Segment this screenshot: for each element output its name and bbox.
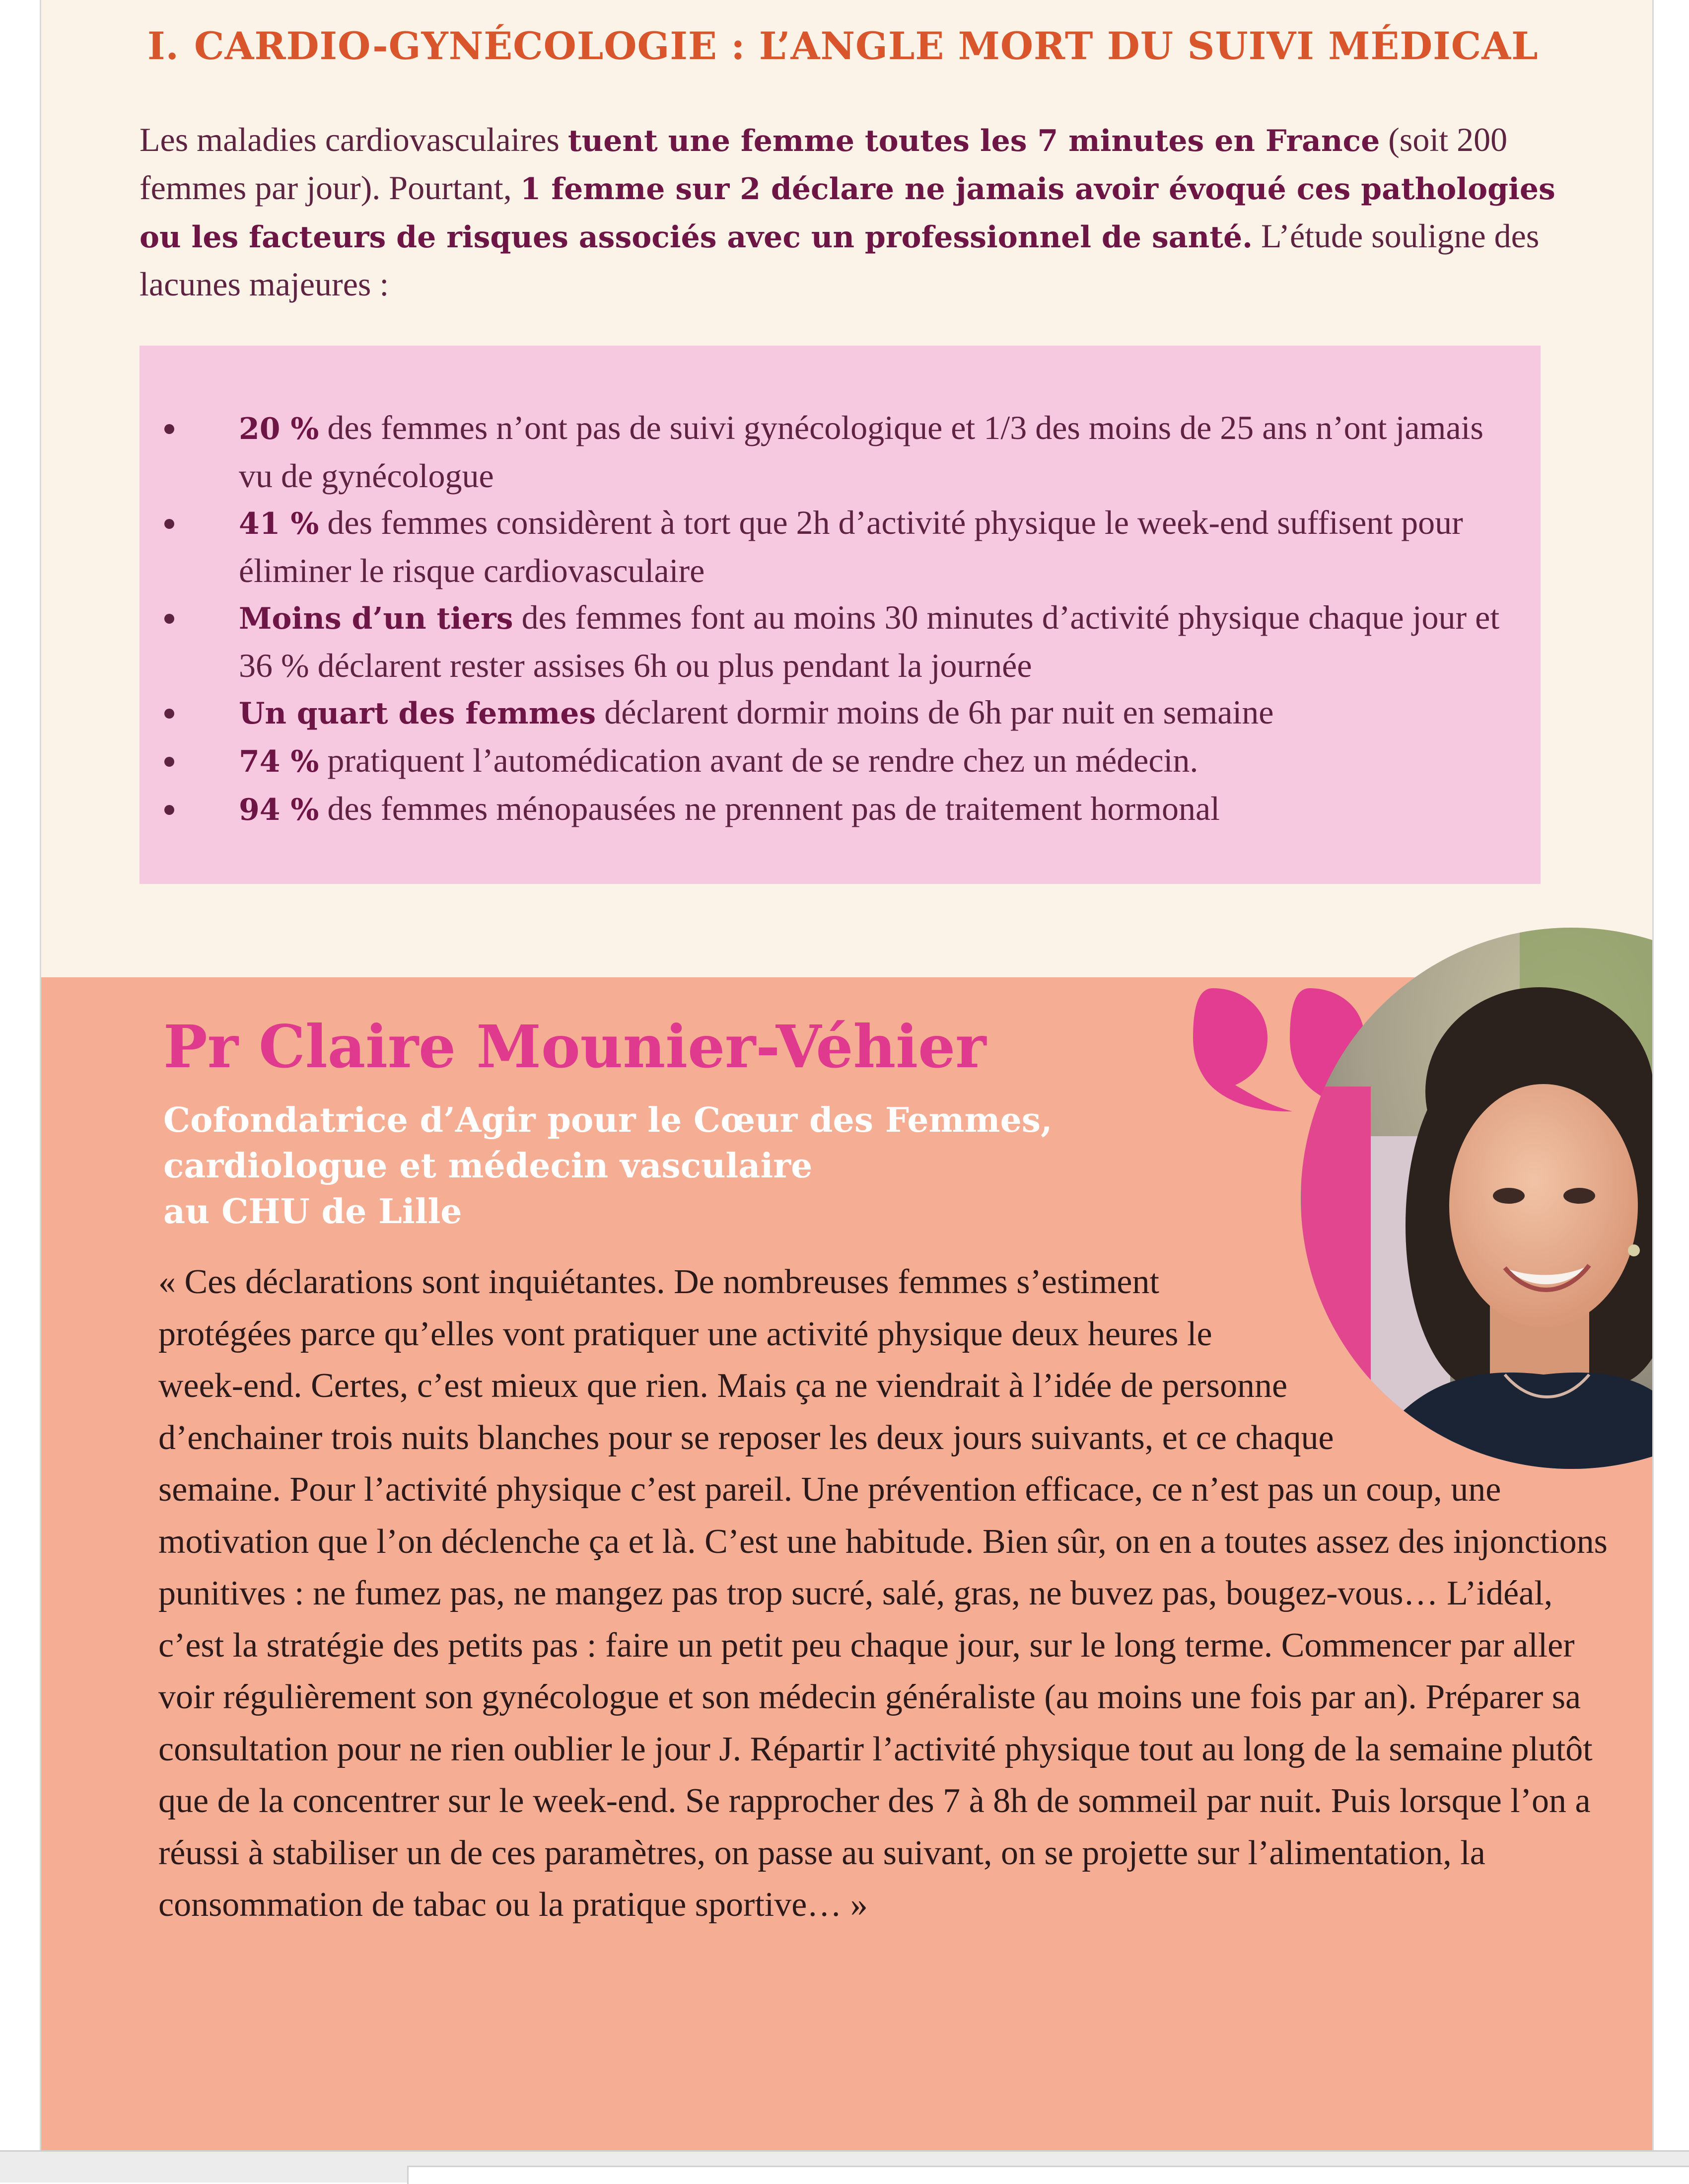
bullet-icon [164,757,174,767]
next-page-edge [407,2166,1689,2184]
bullet-icon [164,424,174,434]
expert-role [163,1097,1206,1235]
stats-list [140,404,1541,833]
expert-role-line: au CHU de Lille [163,1192,462,1232]
stats-box [140,346,1541,884]
stats-item-text: des femmes ménopausées ne prennent pas de traitement hormonal [319,790,1220,827]
intro-text-2: (soit 200 femmes par jour). Pourtant, [140,121,1508,207]
quote-body: « Ces déclarations sont inquiétantes. De nombreuses femmes s’estiment protégées parce qu’elles vont pratiquer une activité physique deux heures le week-end. Certes, c’est mieux que rien. Mais ça ne viendrait à l’idée de personne d’enchainer trois nuits blanches pour se reposer les deux jours suivants, et ce chaque semaine. Pour l’activité physique c’est pareil. Une prévention efficace, ce n’est pas un coup, une motivation que l’on déclenche ça et là. C’est une habitude. Bien sûr, on en a toutes assez des injonctions punitives : ne fumez pas, ne mangez pas trop sucré, salé, gras, ne buvez pas, bougez-vous… L’idéal, c’est la stratégie des petits pas : faire un petit peu chaque jour, sur le long terme. Commencer par aller voir régulièrement son gynécologue et son médecin généraliste (au moins une fois par an). Préparer sa consultation pour ne rien oublier le jour J. Répartir l’activité physique tout au long de la semaine plutôt que de la concentrer sur le week-end. Se rapprocher des 7 à 8h de sommeil par nuit. Puis lorsque l’on a réussi à stabiliser un de ces paramètres, on passe au suivant, on se projette sur l’alimentation, la consommation de tabac ou la pratique sportive… » [158,1263,1608,1924]
stats-item-text: des femmes font au moins 30 minutes d’activité physique chaque jour et 36 % déclarent rester assises 6h ou plus pendant la journée [239,598,1500,684]
stats-item-bold: 94 % [239,793,319,827]
stats-item [140,404,1541,499]
stats-item [140,499,1541,594]
stats-item-bold: 20 % [239,412,319,446]
viewer-bottom-bar [0,2150,1689,2183]
section-heading [147,24,1539,68]
stats-item-bold: 74 % [239,744,319,779]
bullet-icon [164,805,174,815]
stats-item-bold: Un quart des femmes [239,696,596,731]
stats-item-text: déclarent dormir moins de 6h par nuit en semaine [596,693,1274,731]
stats-item-text: des femmes n’ont pas de suivi gynécologique et 1/3 des moins de 25 ans n’ont jamais vu de gynécologue [239,409,1483,495]
stats-item-bold: Moins d’un tiers [239,601,513,636]
bullet-icon [164,519,174,529]
stats-item [140,737,1541,785]
bullet-icon [164,709,174,719]
stats-item [140,594,1541,689]
intro-paragraph [140,116,1594,307]
portrait-photo [1271,928,1652,1470]
section-number: I. [147,24,180,68]
bullet-icon [164,614,174,624]
intro-bold-2: 1 femme sur 2 déclare ne jamais avoir évoqué ces pathologies ou les facteurs de risques associés avec un professionnel de santé. [140,172,1555,255]
intro-text-3: L’étude souligne des lacunes majeures : [140,217,1540,303]
intro-bold-1: tuent une femme toutes les 7 minutes en France [567,124,1380,158]
stats-item-text: des femmes considèrent à tort que 2h d’activité physique le week-end suffisent pour éliminer le risque cardiovasculaire [239,504,1463,589]
section-title: CARDIO-GYNÉCOLOGIE : L’ANGLE MORT DU SUIVI MÉDICAL [194,24,1539,68]
stats-item-text: pratiquent l’automédication avant de se rendre chez un médecin. [319,741,1198,779]
expert-name: Pr Claire Mounier-Véhier [163,1012,986,1081]
viewer-left-margin [0,0,41,2150]
expert-role-line: Cofondatrice d’Agir pour le Cœur des Femmes, [163,1100,1053,1140]
stats-item [140,689,1541,737]
intro-text-1: Les maladies cardiovasculaires [140,121,568,158]
document-page [41,0,1652,2150]
viewer-right-margin [1652,0,1689,2150]
stats-item-bold: 41 % [239,507,319,541]
stats-item [140,785,1541,833]
expert-role-line: cardiologue et médecin vasculaire [163,1146,813,1186]
